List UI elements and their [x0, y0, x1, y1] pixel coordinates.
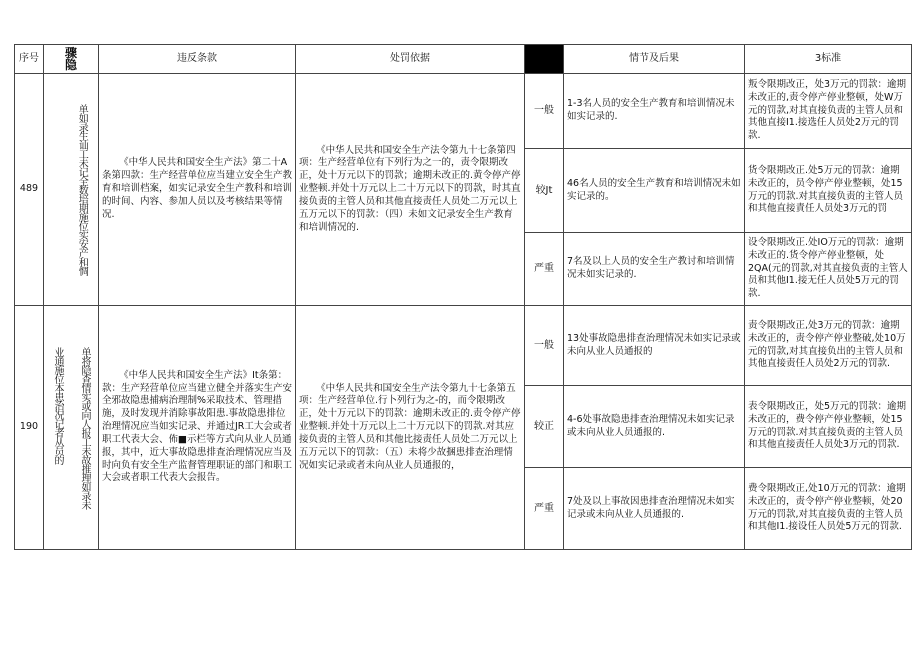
basis-cell: 《中华人民共和国安全生产法令第九十七条第五项：生产经营单位.行卜列行为之-的，而令限期改正，处十万元以下的罚款：逾期未改正的.责令停产停业整顿.并处十万元以上二十万元以下的罚款.对其应接负责的主管人员和其他比接责任人员处二万元以上五万元以下的罚款：（五）未将少故捆患排查治理情况如实记录或者未向从业人员通报的，: [296, 306, 525, 550]
circumstance-cell: 7处及以上事故因患排查治理情况未如实记录或未向从业人员通报的.: [564, 468, 745, 550]
violation-type-text: 单将隐查情实或向人报工未故推理如录未: [79, 346, 90, 509]
violation-type-text: 单如录生讪工未记全数培期施位实安产和惆: [76, 104, 88, 275]
violation-type-text-2: 业通施位本患治况记者从员的: [52, 346, 63, 464]
circumstance-cell: 4-6处事故隐患排查治理情况未如实记录或未向从业人员通报的.: [564, 386, 745, 468]
clause-cell: 《中华人民共和国安全生产法》It条第：款：生产羟营单位应当建立健全并落实生产安全邪故隐患捕病治理制%采取技术、管理措施，及时发现并消除事故阳患.事故隐患排位治理情况应当如实记录、并通过JR工大会或者职工代表大会、佈■示栏等方式向从业人员通报，其中，近大事故隐患排査治理情况应当及时向负有安全生产监督管理职证的部门和职工大会或者职工代表大会报告。: [99, 306, 296, 550]
circumstance-cell: 46名人员的安全生产教育和培训情况未如实记录的。: [564, 149, 745, 233]
header-type: 骤 隐: [44, 45, 99, 74]
standard-cell: 责令限期改正,处3万元的罚款：逾期未改正的，责令停产停业整破,处10万元的罚款,对其直接负出的主管人员和其他直接责任人员处2万元的罚款.: [745, 306, 912, 386]
header-black-cell: [525, 45, 564, 74]
violation-type-cell: [44, 306, 99, 550]
standard-cell: 叛令限期改正，处3万元的罚款：逾期未改正的,责令停产停业整顿，处W万元的罚款,对其直接负责的主管人员和其他直接I1.接选任人员处2万元的罚款.: [745, 74, 912, 149]
seq-cell: 489: [15, 74, 44, 306]
header-row: [15, 45, 912, 74]
level-cell: 严重: [525, 468, 564, 550]
standard-cell: 费令限期改正,处10万元的罚款：逾期未改正的，责令停产停业整顿，处20万元的罚款,对其直接负责的主管人员和其他I1.接设任人员处5万元的罚款.: [745, 468, 912, 550]
seq-cell: 190: [15, 306, 44, 550]
header-basis: 处罚依据: [296, 45, 525, 74]
clause-cell: 《中华人民共和国安全生产法》第二十A条第四款：生产经营单位应当建立安全生产教育和培训档案，如实记录安全生产教科和培训的时间、内容、参加人员以及考核结果等情况.: [99, 74, 296, 306]
standard-cell: 设令限期改正.处IO万元的罚款：逾期未改正的.货令停产停业整顿，处2QA(元的罚款,对其直接负责的主管人员和其他I1.接无任人员处5万元的罚款.: [745, 233, 912, 306]
standard-cell: 表令限期改正，处5万元的罚款：逾期未改正的，费令停产停业整顿，处15万元的罚款.对其直接负责的主管人员和其他直接责任人员处3万元的罚款.: [745, 386, 912, 468]
basis-cell: 《中华人民共和国安全生产法令第九十七条第四项：生产经营单位有下列行为之一的，责令限期改正，处十万元以下的罚款；逾期未改正的.黄令停产停业整顿.并处十万元以上二十万元以下的罚款，时其直接负责的主管人员和其他直接责任人员处二万元以上五万元以下的罚款：（四）未如文记录安全生产教育和培训情况的.: [296, 74, 525, 306]
header-standard: 3标准: [745, 45, 912, 74]
level-cell: 较Jt: [525, 149, 564, 233]
table-row: [15, 74, 912, 149]
header-clause: 违反条款: [99, 45, 296, 74]
penalty-table: [14, 44, 912, 550]
level-cell: 严重: [525, 233, 564, 306]
table-row: [15, 306, 912, 386]
header-seq: 序号: [15, 45, 44, 74]
circumstance-cell: 1-3名人员的安全生产教育和培训情况未如实记录的.: [564, 74, 745, 149]
level-cell: 一般: [525, 74, 564, 149]
circumstance-cell: 7名及以上人员的安全生产教讨和培训情况未如实记录的.: [564, 233, 745, 306]
level-cell: 较正: [525, 386, 564, 468]
standard-cell: 货令限期改正.处5万元的罚款：逾期未改正的，员令停产停业整顿，处15万元的罚款.对其直接负责的主管人员和其他直接責任人员处3万元的罚: [745, 149, 912, 233]
header-circumstance: 情节及后果: [564, 45, 745, 74]
circumstance-cell: 13处事故隐患排查治理情况未如实记录或未向从业人员通报的: [564, 306, 745, 386]
violation-type-cell: [44, 74, 99, 306]
level-cell: 一般: [525, 306, 564, 386]
